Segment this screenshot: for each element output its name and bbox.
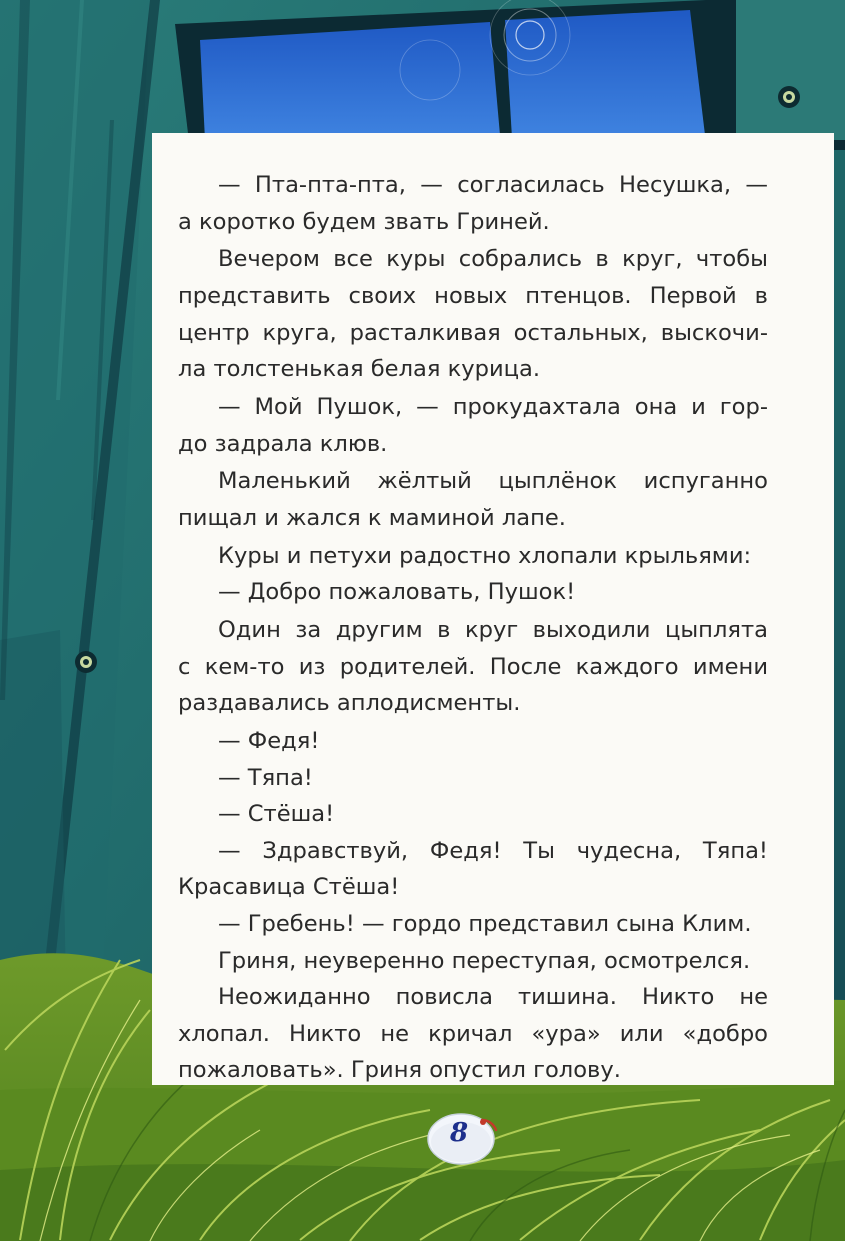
text-line: Маленький жёлтый цыплёнок испуганно xyxy=(218,468,768,495)
paragraph xyxy=(178,943,768,980)
paragraph xyxy=(178,979,768,1089)
text-line: — Тяпа! xyxy=(218,764,313,791)
text-panel xyxy=(152,133,834,1085)
paragraph xyxy=(178,167,768,240)
screw-icon xyxy=(75,651,97,673)
text-line: раздавались аплодисменты. xyxy=(178,690,521,717)
paragraph xyxy=(178,574,768,611)
window xyxy=(175,0,845,150)
paragraph xyxy=(178,833,768,906)
text-line: Куры и петухи радостно хлопали крыльями: xyxy=(218,542,752,569)
text-line: Неожиданно повисла тишина. Никто не xyxy=(218,984,768,1011)
page-number-badge xyxy=(426,1108,500,1166)
text-line: Вечером все куры собрались в круг, чтобы xyxy=(218,246,768,273)
story-text xyxy=(178,167,768,1089)
text-line: пожаловать». Гриня опустил голову. xyxy=(178,1057,621,1084)
text-line: — Добро пожаловать, Пушок! xyxy=(218,579,576,606)
paragraph xyxy=(178,906,768,943)
text-line: — Здравствуй, Федя! Ты чудесна, Тяпа! xyxy=(218,837,768,864)
paragraph xyxy=(178,538,768,575)
text-line: представить своих новых птенцов. Первой в xyxy=(178,282,768,309)
text-line: до задрала клюв. xyxy=(178,430,388,457)
page-number: 8 xyxy=(449,1118,469,1148)
text-line: — Гребень! — гордо представил сына Клим. xyxy=(218,911,752,937)
text-line: Один за другим в круг выходили цыплята xyxy=(218,617,768,644)
text-line: — Пта-пта-пта, — согласилась Несушка, — xyxy=(218,172,768,198)
paragraph xyxy=(178,389,768,462)
text-line: центр круга, расталкивая остальных, выскочи- xyxy=(178,319,768,346)
text-line: ла толстенькая белая курица. xyxy=(178,356,541,383)
paragraph xyxy=(178,463,768,536)
text-line: — Стёша! xyxy=(218,801,335,828)
text-line: пищал и жался к маминой лапе. xyxy=(178,504,566,531)
text-line: с кем-то из родителей. После каждого имени xyxy=(178,653,768,680)
text-line: — Федя! xyxy=(218,728,320,755)
paragraph xyxy=(178,612,768,722)
text-line: Гриня, неуверенно переступая, осмотрелся. xyxy=(218,947,751,974)
paragraph xyxy=(178,760,768,797)
text-line: Красавица Стёша! xyxy=(178,874,400,901)
text-line: хлопал. Никто не кричал «ура» или «добро xyxy=(178,1020,768,1047)
text-line: — Мой Пушок, — прокудахтала она и гор- xyxy=(218,393,768,420)
paragraph xyxy=(178,241,768,387)
paragraph xyxy=(178,723,768,760)
screw-icon xyxy=(778,86,800,108)
text-line: а коротко будем звать Гриней. xyxy=(178,208,550,235)
paragraph xyxy=(178,796,768,833)
